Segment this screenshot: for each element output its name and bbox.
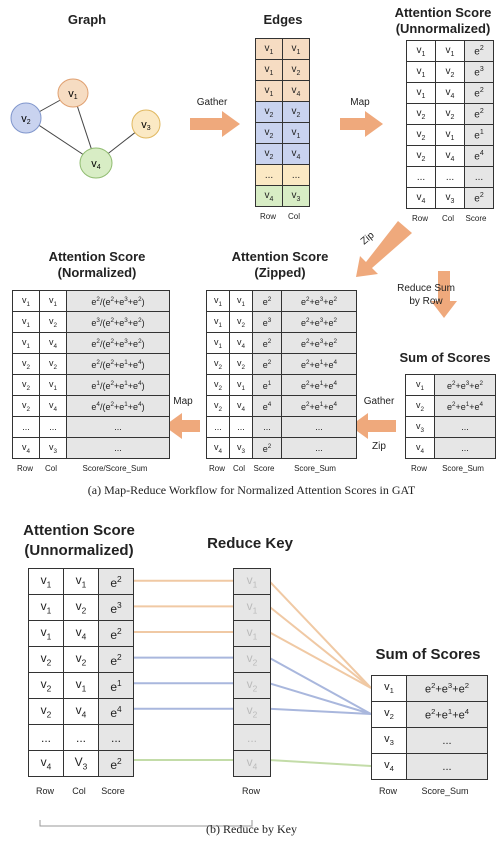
table-row [234,647,271,673]
caption-a: (a) Map-Reduce Workflow for Normalized Attention Scores in GAT [87,483,416,497]
table-cell: $v_2$ [256,102,283,123]
table-row [29,569,134,595]
table-row [407,188,494,209]
table-cell: ... [465,167,494,188]
table-cell: $e^2+e^1+e^4$ [435,396,496,417]
connector-line [269,658,371,714]
col-label: Row [410,464,427,473]
table-cell: $e^2$ [99,621,134,647]
col-label: Score [253,464,275,473]
table-cell: $v_2$ [13,354,40,375]
table-row [406,417,496,438]
connector-line [269,760,371,766]
table-cell: ... [436,167,465,188]
table-cell: $v_2$ [407,104,436,125]
b-left-table [28,568,134,777]
col-label: Col [72,786,86,796]
table-row [234,699,271,725]
table-cell: $e^2+e^3+e^2$ [407,676,488,702]
table-cell: $e^2$ [253,354,282,375]
table-cell: ... [64,725,99,751]
table-cell: $e^1$ [465,125,494,146]
table-cell: $v_4$ [256,186,283,207]
table-cell: $v_2$ [29,647,64,673]
table-cell: $e^2+e^1+e^4$ [282,396,357,417]
col-label: Score [101,786,125,796]
edges-col-labels [255,212,307,221]
table-cell: $v_2$ [207,354,230,375]
table-cell: $e^2$ [253,438,282,459]
table-cell: $e^2$ [253,291,282,312]
table-cell: $v_4$ [436,146,465,167]
table-cell: $e^2+e^3+e^2$ [282,333,357,354]
table-row [256,165,310,186]
table-row [406,438,496,459]
b-key-col-labels [233,786,269,796]
table-row [407,41,494,62]
table-cell: $v_1$ [406,375,435,396]
table-cell: $v_2$ [207,396,230,417]
table-cell: $v_2$ [230,312,253,333]
table-cell: $v_4$ [230,333,253,354]
b-right-table [371,675,488,780]
b-right-col-labels [371,786,485,796]
table-cell: $v_4$ [40,396,67,417]
table-cell: $v_2$ [29,673,64,699]
edges-table [255,38,310,207]
table-cell: $v_1$ [407,83,436,104]
table-cell: $v_1$ [13,312,40,333]
node-label: v3 [141,119,151,132]
table-row [407,146,494,167]
table-cell: $v_2$ [234,647,271,673]
table-cell: $v_1$ [407,62,436,83]
table-cell: $e^2/(e^2+e^3+e^2)$ [67,333,170,354]
table-cell: $v_4$ [283,144,310,165]
table-row [29,673,134,699]
table-row [29,699,134,725]
table-cell: $e^2+e^3+e^2$ [282,312,357,333]
table-cell: $v_2$ [256,144,283,165]
table-cell: $v_1$ [207,312,230,333]
table-cell: $e^2$ [253,333,282,354]
table-cell: $e^2+e^1+e^4$ [407,702,488,728]
connector-line [269,632,371,688]
table-cell: $e^3$ [253,312,282,333]
b-left-title-1: Attention Score [23,522,135,539]
col-label: Col [287,212,300,221]
table-cell: $v_1$ [256,39,283,60]
table-row [256,39,310,60]
sums-table [405,374,496,459]
table-cell: $v_1$ [230,291,253,312]
table-cell: $v_2$ [40,312,67,333]
table-cell: $e^1/(e^2+e^1+e^4)$ [67,375,170,396]
table-row [256,123,310,144]
table-cell: $v_1$ [234,595,271,621]
table-cell: $e^2$ [99,751,134,777]
map-label-top: Map [350,97,370,108]
unnorm-title-1: Attention Score [394,5,492,20]
table-cell: $v_1$ [256,81,283,102]
zip-label: Zip [358,229,377,248]
table-row [234,595,271,621]
table-row [256,60,310,81]
table-row [29,595,134,621]
table-cell: $e^4$ [253,396,282,417]
table-cell: $v_3$ [230,438,253,459]
table-row [407,62,494,83]
table-cell: $v_4$ [234,751,271,777]
table-cell: $e^2+e^1+e^4$ [282,354,357,375]
table-row [234,673,271,699]
table-cell: $v_4$ [406,438,435,459]
col-label: Score [465,214,487,223]
table-cell: ... [256,165,283,186]
col-label: Row [241,786,260,796]
table-row [207,312,357,333]
table-row [207,354,357,375]
table-row [29,751,134,777]
table-row [207,333,357,354]
col-label: Score_Sum [421,786,469,796]
b-left-title-2: (Unnormalized) [24,542,134,559]
table-cell: $v_2$ [283,60,310,81]
zipped-table [206,290,357,459]
col-label: Score_Sum [294,464,336,473]
table-cell: ... [407,754,488,780]
table-cell: ... [207,417,230,438]
table-row [234,569,271,595]
gather-arrow [190,111,240,137]
table-cell: $v_1$ [436,41,465,62]
graph-title: Graph [67,12,107,27]
table-cell: $v_2$ [13,375,40,396]
table-cell: $v_1$ [64,569,99,595]
table-cell: $e^4$ [99,699,134,725]
table-row [13,396,170,417]
table-cell: $v_2$ [436,62,465,83]
table-row [13,438,170,459]
table-row [372,754,488,780]
table-cell: $v_1$ [283,123,310,144]
table-cell: $v_4$ [29,751,64,777]
table-cell: $e^2$ [99,569,134,595]
table-row [13,375,170,396]
table-row [207,375,357,396]
table-cell: ... [230,417,253,438]
table-cell: $v_2$ [436,104,465,125]
table-cell: $v_3$ [40,438,67,459]
table-cell: $v_1$ [372,676,407,702]
table-row [29,725,134,751]
table-cell: ... [407,167,436,188]
col-label: Row [208,464,225,473]
table-row [256,81,310,102]
table-cell: $e^2$ [465,188,494,209]
table-row [256,144,310,165]
table-cell: $v_3$ [436,188,465,209]
table-row [234,751,271,777]
table-row [207,396,357,417]
col-label: Row [35,786,54,796]
table-cell: ... [67,438,170,459]
unnorm-title-2: (Unnormalized) [395,21,491,36]
table-cell: ... [29,725,64,751]
table-cell: ... [407,728,488,754]
table-row [256,186,310,207]
gather-zip-label-1: Gather [363,396,395,407]
table-row [13,291,170,312]
table-cell: ... [282,438,357,459]
table-cell: $v_1$ [40,375,67,396]
table-cell: $v_4$ [283,81,310,102]
table-cell: $v_1$ [29,569,64,595]
table-cell: $v_2$ [407,125,436,146]
table-cell: ... [13,417,40,438]
b-left-col-labels [28,786,130,796]
table-cell: $v_1$ [13,291,40,312]
table-cell: $v_4$ [436,83,465,104]
map-arrow-top [340,111,383,137]
table-cell: $v_1$ [234,621,271,647]
table-cell: $v_3$ [283,186,310,207]
b-mid-title: Reduce Key [207,535,293,552]
table-cell: ... [282,417,357,438]
table-cell: $e^1$ [253,375,282,396]
table-cell: $v_1$ [29,595,64,621]
table-cell: $v_4$ [64,699,99,725]
col-label: Row [16,464,33,473]
table-cell: $v_2$ [256,123,283,144]
edges-title: Edges [263,12,303,27]
connector-line [269,581,371,688]
table-cell: ... [283,165,310,186]
table-row [13,312,170,333]
b-key-table [233,568,271,777]
node-label: v4 [91,158,101,171]
table-cell: $e^2+e^3+e^2$ [282,291,357,312]
unnorm-col-labels [406,214,490,223]
table-cell: $v_1$ [436,125,465,146]
col-label: Score/Score_Sum [82,464,148,473]
map-label-bottom: Map [173,396,193,407]
norm-title-2: (Normalized) [57,265,137,280]
table-cell: $v_2$ [207,375,230,396]
table-row [407,125,494,146]
zipped-col-labels [206,464,352,473]
col-label: Col [44,464,57,473]
table-row [234,725,271,751]
col-label: Row [259,212,276,221]
table-cell: $v_1$ [230,375,253,396]
table-cell: $v_2$ [230,354,253,375]
table-row [406,396,496,417]
table-cell: $v_1$ [283,39,310,60]
table-cell: $v_2$ [234,673,271,699]
table-cell: $v_2$ [13,396,40,417]
table-cell: $v_1$ [64,673,99,699]
table-cell: $e^1$ [99,673,134,699]
col-label: Col [232,464,245,473]
table-row [13,354,170,375]
table-cell: $v_3$ [372,728,407,754]
table-cell: $e^2+e^1+e^4$ [282,375,357,396]
table-cell: $v_2$ [40,354,67,375]
col-label: Col [441,214,454,223]
table-cell: $v_4$ [230,396,253,417]
table-cell: $v_2$ [372,702,407,728]
table-row [256,102,310,123]
table-row [234,621,271,647]
table-cell: $e^2$ [465,83,494,104]
table-cell: $e^3$ [99,595,134,621]
sums-col-labels [405,464,493,473]
table-cell: ... [234,725,271,751]
table-cell: $e^2/(e^2+e^3+e^2)$ [67,291,170,312]
table-row [372,702,488,728]
table-cell: $v_4$ [207,438,230,459]
b-right-title: Sum of Scores [375,646,481,663]
connector-line [269,606,371,688]
table-cell: $v_4$ [13,438,40,459]
table-row [207,291,357,312]
table-cell: $v_1$ [407,41,436,62]
table-cell: ... [40,417,67,438]
table-row [13,333,170,354]
table-cell: $v_1$ [256,60,283,81]
col-label: Row [411,214,428,223]
table-cell: $v_4$ [64,621,99,647]
table-row [13,417,170,438]
node-label: v1 [68,88,78,101]
table-cell: $v_2$ [283,102,310,123]
table-cell: $e^3/(e^2+e^3+e^2)$ [67,312,170,333]
table-row [407,83,494,104]
zipped-title-1: Attention Score [231,249,329,264]
table-cell: $v_3$ [406,417,435,438]
table-cell: $v_4$ [40,333,67,354]
zipped-title-2: (Zipped) [254,265,306,280]
table-cell: ... [435,417,496,438]
table-cell: $e^4$ [465,146,494,167]
table-cell: $e^2/(e^2+e^1+e^4)$ [67,354,170,375]
table-cell: $v_2$ [407,146,436,167]
table-cell: $v_4$ [407,188,436,209]
gather-label: Gather [196,97,228,108]
table-cell: ... [253,417,282,438]
table-cell: $e^3$ [465,62,494,83]
table-cell: $e^2$ [465,41,494,62]
norm-table [12,290,170,459]
table-cell: ... [99,725,134,751]
table-row [407,104,494,125]
table-cell: $v_2$ [64,647,99,673]
table-row [29,647,134,673]
table-cell: $v_2$ [29,699,64,725]
table-cell: $e^2$ [465,104,494,125]
sums-title: Sum of Scores [399,350,491,365]
table-cell: $e^2$ [99,647,134,673]
reduce-label-2: by Row [409,296,443,307]
caption-b: (b) Reduce by Key [206,822,297,836]
table-cell: $v_1$ [29,621,64,647]
table-cell: $V_3$ [64,751,99,777]
unnorm-table [406,40,494,209]
table-cell: $v_1$ [13,333,40,354]
table-cell: $v_4$ [372,754,407,780]
table-cell: $v_2$ [406,396,435,417]
table-cell: $v_1$ [207,291,230,312]
gather-zip-label-2: Zip [372,441,386,452]
table-row [372,728,488,754]
col-label: Row [378,786,397,796]
table-row [207,438,357,459]
table-cell: $v_1$ [207,333,230,354]
col-label: Score_Sum [442,464,484,473]
table-cell: $e^4/(e^2+e^1+e^4)$ [67,396,170,417]
table-row [207,417,357,438]
table-cell: $e^2+e^3+e^2$ [435,375,496,396]
table-cell: $v_2$ [64,595,99,621]
table-row [29,621,134,647]
table-cell: ... [67,417,170,438]
node-label: v2 [21,113,31,126]
table-cell: $v_2$ [234,699,271,725]
table-cell: ... [435,438,496,459]
table-row [372,676,488,702]
norm-col-labels [12,464,166,473]
norm-title-1: Attention Score [48,249,146,264]
reduce-label-1: Reduce Sum [397,283,455,294]
table-cell: $v_1$ [234,569,271,595]
table-cell: $v_1$ [40,291,67,312]
table-row [407,167,494,188]
table-row [406,375,496,396]
